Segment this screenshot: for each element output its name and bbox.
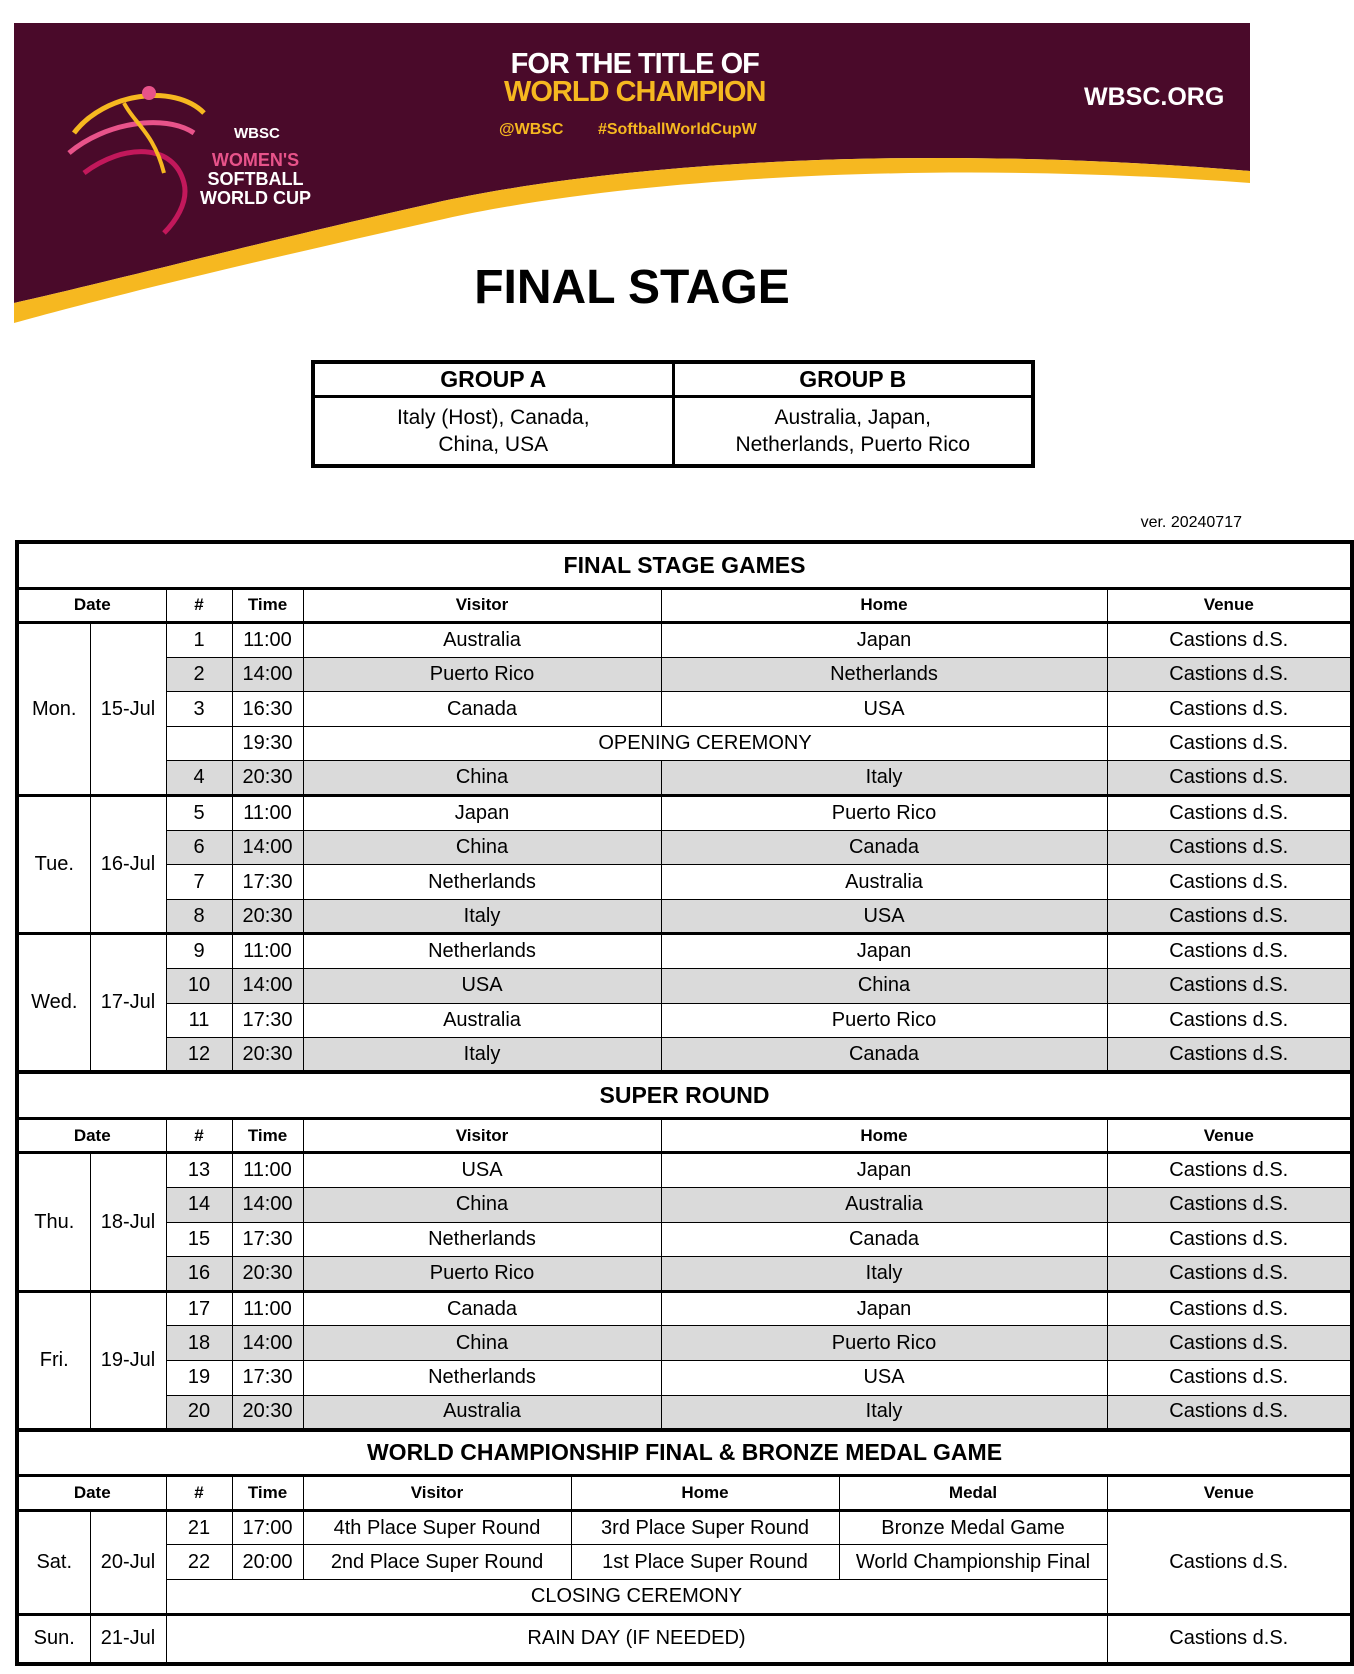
version-label: ver. 20240717: [1140, 514, 1242, 531]
game-visitor: Canada: [303, 1291, 661, 1326]
day-name: Sun.: [17, 1614, 90, 1664]
table-row: [17, 657, 1352, 692]
event-opening-ceremony: OPENING CEREMONY: [303, 726, 1107, 761]
table-row: [17, 1038, 1352, 1073]
game-home: Australia: [661, 1188, 1107, 1223]
twitter-handle: @WBSC: [499, 121, 564, 138]
day-name: Fri.: [17, 1291, 90, 1429]
logo-org: WBSC: [234, 125, 280, 142]
table-row: [17, 1326, 1352, 1361]
game-venue: Castions d.S.: [1107, 796, 1352, 831]
game-visitor: 4th Place Super Round: [303, 1510, 571, 1545]
table-row: [17, 1188, 1352, 1223]
day-date: 15-Jul: [90, 623, 166, 796]
game-time: 11:00: [232, 623, 303, 658]
game-num: 4: [166, 761, 232, 796]
game-visitor: Australia: [303, 1003, 661, 1038]
table-row: [17, 899, 1352, 934]
day-date: 19-Jul: [90, 1291, 166, 1429]
day-name: Thu.: [17, 1153, 90, 1291]
game-time: 17:30: [232, 1360, 303, 1395]
game-num: 20: [166, 1395, 232, 1430]
game-num: 17: [166, 1291, 232, 1326]
game-home: Puerto Rico: [661, 796, 1107, 831]
header-date: Date: [17, 588, 166, 623]
game-home: Canada: [661, 1038, 1107, 1073]
game-home: 1st Place Super Round: [571, 1545, 839, 1580]
game-num: 2: [166, 657, 232, 692]
section-finals: WORLD CHAMPIONSHIP FINAL & BRONZE MEDAL GAME: [17, 1430, 1352, 1476]
header-num: #: [166, 1476, 232, 1511]
day-name: Wed.: [17, 934, 90, 1072]
group-a-teams: Italy (Host), Canada, China, USA: [313, 396, 673, 466]
header-time: Time: [232, 1476, 303, 1511]
game-time: 19:30: [232, 726, 303, 761]
softball-player-icon: [64, 73, 214, 233]
game-num: 9: [166, 934, 232, 969]
game-num: 15: [166, 1222, 232, 1257]
header-visitor: Visitor: [303, 1118, 661, 1153]
section-final-stage: FINAL STAGE GAMES: [17, 542, 1352, 588]
day-name: Tue.: [17, 796, 90, 934]
game-time: 20:30: [232, 761, 303, 796]
groups-table: [311, 360, 1035, 468]
table-row: [17, 1153, 1352, 1188]
game-time: 20:30: [232, 1038, 303, 1073]
table-row: [17, 969, 1352, 1004]
table-row: [17, 1614, 1352, 1664]
game-time: 17:30: [232, 865, 303, 900]
event-rain-day: RAIN DAY (IF NEEDED): [166, 1614, 1107, 1664]
game-venue: Castions d.S.: [1107, 1360, 1352, 1395]
game-home: Italy: [661, 761, 1107, 796]
game-visitor: Australia: [303, 623, 661, 658]
social-handles: [499, 121, 787, 139]
table-row: [17, 623, 1352, 658]
table-row: [17, 761, 1352, 796]
table-row: [17, 830, 1352, 865]
game-visitor: Netherlands: [303, 1222, 661, 1257]
table-row: [17, 692, 1352, 727]
game-visitor: USA: [303, 1153, 661, 1188]
header-home: Home: [661, 588, 1107, 623]
header-time: Time: [232, 588, 303, 623]
game-time: 11:00: [232, 796, 303, 831]
game-home: 3rd Place Super Round: [571, 1510, 839, 1545]
header-home: Home: [571, 1476, 839, 1511]
game-num: 8: [166, 899, 232, 934]
game-home: Canada: [661, 830, 1107, 865]
game-num: 1: [166, 623, 232, 658]
game-num: 5: [166, 796, 232, 831]
game-num: [166, 726, 232, 761]
logo-line2: SOFTBALL: [207, 169, 304, 189]
game-venue: Castions d.S.: [1107, 865, 1352, 900]
game-venue: Castions d.S.: [1107, 623, 1352, 658]
game-home: USA: [661, 899, 1107, 934]
game-visitor: Puerto Rico: [303, 1257, 661, 1292]
table-row: [17, 865, 1352, 900]
game-visitor: Puerto Rico: [303, 657, 661, 692]
header-venue: Venue: [1107, 1118, 1352, 1153]
game-home: Japan: [661, 1291, 1107, 1326]
header-num: #: [166, 588, 232, 623]
game-venue: Castions d.S.: [1107, 899, 1352, 934]
game-venue: Castions d.S.: [1107, 761, 1352, 796]
day-date: 16-Jul: [90, 796, 166, 934]
game-visitor: USA: [303, 969, 661, 1004]
game-venue: Castions d.S.: [1107, 692, 1352, 727]
game-visitor: Netherlands: [303, 934, 661, 969]
header-venue: Venue: [1107, 1476, 1352, 1511]
game-home: Italy: [661, 1395, 1107, 1430]
rain-venue: Castions d.S.: [1107, 1614, 1352, 1664]
game-visitor: Netherlands: [303, 1360, 661, 1395]
game-medal: World Championship Final: [839, 1545, 1107, 1580]
game-home: Netherlands: [661, 657, 1107, 692]
header-time: Time: [232, 1118, 303, 1153]
game-visitor: Australia: [303, 1395, 661, 1430]
group-b-teams: Australia, Japan, Netherlands, Puerto Rico: [673, 396, 1033, 466]
game-time: 14:00: [232, 830, 303, 865]
game-home: Australia: [661, 865, 1107, 900]
group-a-title: GROUP A: [313, 362, 673, 396]
game-num: 21: [166, 1510, 232, 1545]
game-num: 22: [166, 1545, 232, 1580]
game-medal: Bronze Medal Game: [839, 1510, 1107, 1545]
table-row: [17, 726, 1352, 761]
day-name: Sat.: [17, 1510, 90, 1614]
game-time: 17:30: [232, 1222, 303, 1257]
game-venue: Castions d.S.: [1107, 1291, 1352, 1326]
game-venue: Castions d.S.: [1107, 1222, 1352, 1257]
game-num: 16: [166, 1257, 232, 1292]
game-time: 20:30: [232, 1257, 303, 1292]
tagline-line2: WORLD CHAMPION: [504, 76, 766, 108]
game-time: 14:00: [232, 1188, 303, 1223]
game-visitor: China: [303, 1326, 661, 1361]
table-row: [17, 1360, 1352, 1395]
game-venue: Castions d.S.: [1107, 1326, 1352, 1361]
game-time: 11:00: [232, 1153, 303, 1188]
game-visitor: China: [303, 1188, 661, 1223]
game-time: 14:00: [232, 969, 303, 1004]
game-time: 17:30: [232, 1003, 303, 1038]
game-venue: Castions d.S.: [1107, 1038, 1352, 1073]
header-visitor: Visitor: [303, 1476, 571, 1511]
table-row: [17, 1257, 1352, 1292]
header-date: Date: [17, 1118, 166, 1153]
tagline-line1: FOR THE TITLE OF: [510, 48, 759, 80]
game-home: Puerto Rico: [661, 1003, 1107, 1038]
table-row: [17, 1510, 1352, 1545]
game-venue: Castions d.S.: [1107, 1188, 1352, 1223]
game-venue: Castions d.S.: [1107, 657, 1352, 692]
game-time: 11:00: [232, 934, 303, 969]
day-date: 20-Jul: [90, 1510, 166, 1614]
game-home: Japan: [661, 623, 1107, 658]
game-home: Japan: [661, 934, 1107, 969]
game-home: USA: [661, 692, 1107, 727]
group-b-title: GROUP B: [673, 362, 1033, 396]
header-num: #: [166, 1118, 232, 1153]
table-row: [17, 1222, 1352, 1257]
game-time: 17:00: [232, 1510, 303, 1545]
game-time: 20:30: [232, 1395, 303, 1430]
header-home: Home: [661, 1118, 1107, 1153]
game-num: 7: [166, 865, 232, 900]
header-venue: Venue: [1107, 588, 1352, 623]
website: WBSC.ORG: [1084, 83, 1225, 111]
game-venue: Castions d.S.: [1107, 1153, 1352, 1188]
game-num: 18: [166, 1326, 232, 1361]
game-venue: Castions d.S.: [1107, 726, 1352, 761]
game-num: 19: [166, 1360, 232, 1395]
header-medal: Medal: [839, 1476, 1107, 1511]
game-num: 11: [166, 1003, 232, 1038]
game-time: 14:00: [232, 657, 303, 692]
game-visitor: China: [303, 830, 661, 865]
table-row: [17, 1291, 1352, 1326]
game-num: 13: [166, 1153, 232, 1188]
game-visitor: Canada: [303, 692, 661, 727]
section-super-round: SUPER ROUND: [17, 1072, 1352, 1118]
event-closing-ceremony: CLOSING CEREMONY: [166, 1579, 1107, 1614]
game-num: 14: [166, 1188, 232, 1223]
game-num: 6: [166, 830, 232, 865]
game-visitor: China: [303, 761, 661, 796]
hashtag: #SoftballWorldCupW: [597, 121, 757, 138]
game-visitor: Italy: [303, 1038, 661, 1073]
game-venue: Castions d.S.: [1107, 1003, 1352, 1038]
game-time: 14:00: [232, 1326, 303, 1361]
game-num: 10: [166, 969, 232, 1004]
game-venue: Castions d.S.: [1107, 1257, 1352, 1292]
logo-line3: WORLD CUP: [200, 188, 311, 208]
game-num: 3: [166, 692, 232, 727]
game-visitor: Italy: [303, 899, 661, 934]
day-date: 18-Jul: [90, 1153, 166, 1291]
game-visitor: Netherlands: [303, 865, 661, 900]
game-home: USA: [661, 1360, 1107, 1395]
game-home: Canada: [661, 1222, 1107, 1257]
logo-line1: WOMEN'S: [211, 150, 300, 170]
game-num: 12: [166, 1038, 232, 1073]
game-home: Italy: [661, 1257, 1107, 1292]
day-date: 21-Jul: [90, 1614, 166, 1664]
table-row: [17, 934, 1352, 969]
wbsc-womens-softball-logo: [64, 73, 314, 233]
page-title: FINAL STAGE: [474, 261, 790, 314]
game-home: China: [661, 969, 1107, 1004]
game-visitor: Japan: [303, 796, 661, 831]
tagline: [504, 50, 765, 106]
table-row: [17, 796, 1352, 831]
day-name: Mon.: [17, 623, 90, 796]
game-home: Japan: [661, 1153, 1107, 1188]
table-row: [17, 1003, 1352, 1038]
game-time: 20:30: [232, 899, 303, 934]
game-venue: Castions d.S.: [1107, 934, 1352, 969]
game-time: 16:30: [232, 692, 303, 727]
game-home: Puerto Rico: [661, 1326, 1107, 1361]
game-visitor: 2nd Place Super Round: [303, 1545, 571, 1580]
game-venue: Castions d.S.: [1107, 1395, 1352, 1430]
logo-text: [200, 151, 311, 208]
table-row: [17, 1395, 1352, 1430]
finals-venue: Castions d.S.: [1107, 1510, 1352, 1614]
game-time: 20:00: [232, 1545, 303, 1580]
game-venue: Castions d.S.: [1107, 969, 1352, 1004]
schedule-table: [15, 540, 1354, 1666]
header-date: Date: [17, 1476, 166, 1511]
day-date: 17-Jul: [90, 934, 166, 1072]
header-visitor: Visitor: [303, 588, 661, 623]
game-venue: Castions d.S.: [1107, 830, 1352, 865]
game-time: 11:00: [232, 1291, 303, 1326]
